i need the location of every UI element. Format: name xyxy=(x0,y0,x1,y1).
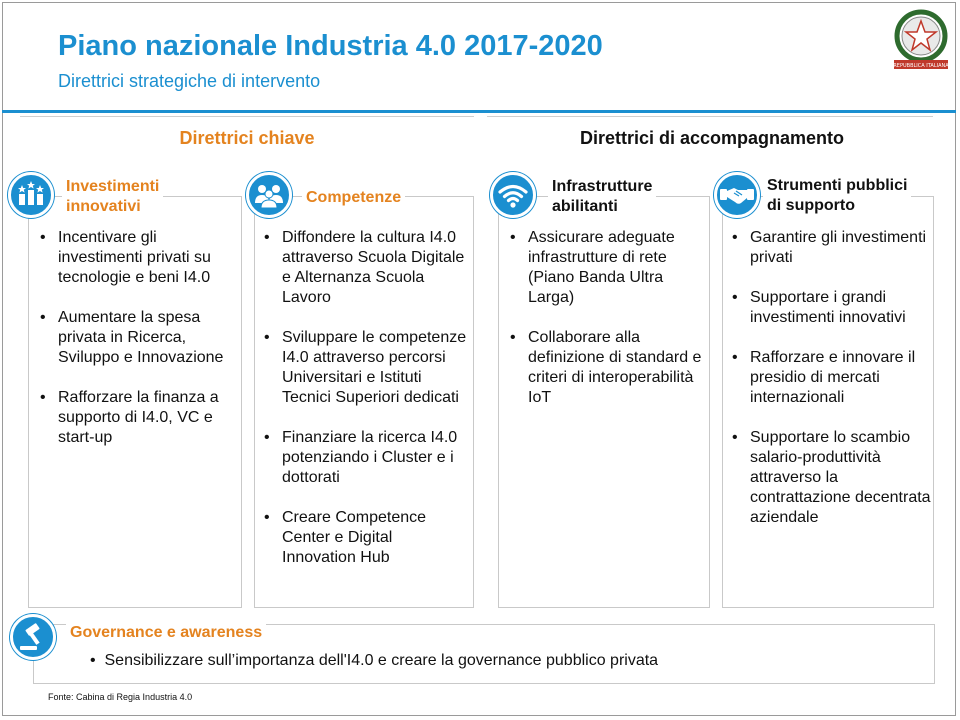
list-item: • Collaborare alla definizione di standard e criteri di interoperabilità IoT xyxy=(508,328,704,408)
card-infrastrutture-list xyxy=(508,228,704,428)
podium-stars-icon xyxy=(8,172,54,218)
gavel-icon xyxy=(10,614,56,660)
card-strumenti-list xyxy=(730,228,932,548)
page-title: Piano nazionale Industria 4.0 2017-2020 xyxy=(58,30,603,62)
header-divider xyxy=(2,110,956,113)
list-item: • Sviluppare le competenze I4.0 attraverso percorsi Universitari e Istituti Tecnici Superiori dedicati xyxy=(262,328,468,408)
list-item: • Finanziare la ricerca I4.0 potenziando i Cluster e i dottorati xyxy=(262,428,468,488)
section-heading-support: Direttrici di accompagnamento xyxy=(579,128,845,148)
key-section-divider xyxy=(20,116,474,117)
handshake-icon xyxy=(714,172,760,218)
card-competenze-title: Competenze xyxy=(302,188,405,208)
source-note: Fonte: Cabina di Regia Industria 4.0 xyxy=(48,692,193,702)
list-item: • Aumentare la spesa privata in Ricerca, Sviluppo e Innovazione xyxy=(38,308,234,368)
governance-bullet-text: Sensibilizzare sull’importanza dell'I4.0 e creare la governance pubblico privata xyxy=(104,652,659,669)
card-strumenti-title: Strumenti pubblici di supporto xyxy=(763,176,911,216)
card-investimenti-title: Investimenti innovativi xyxy=(62,177,163,217)
emblem-ribbon-text: REPUBBLICA ITALIANA xyxy=(893,63,949,69)
list-item: • Supportare lo scambio salario-produttività attraverso la contrattazione decentrata aziendale xyxy=(730,428,932,528)
list-item: • Assicurare adeguate infrastrutture di rete (Piano Banda Ultra Larga) xyxy=(508,228,704,308)
republic-emblem-icon xyxy=(888,6,954,74)
people-group-icon xyxy=(246,172,292,218)
support-section-divider xyxy=(487,116,933,117)
list-item: • Garantire gli investimenti privati xyxy=(730,228,932,268)
page-subtitle: Direttrici strategiche di intervento xyxy=(58,71,321,91)
wifi-icon xyxy=(490,172,536,218)
card-infrastrutture-title: Infrastrutture abilitanti xyxy=(548,177,656,217)
list-item: • Rafforzare la finanza a supporto di I4.0, VC e start-up xyxy=(38,388,234,448)
card-investimenti-list xyxy=(38,228,234,468)
list-item: • Incentivare gli investimenti privati su tecnologie e beni I4.0 xyxy=(38,228,234,288)
list-item: • Supportare i grandi investimenti innovativi xyxy=(730,288,932,328)
governance-title: Governance e awareness xyxy=(66,623,266,643)
card-competenze-list xyxy=(262,228,468,588)
section-heading-key: Direttrici chiave xyxy=(179,128,315,148)
list-item: • Creare Competence Center e Digital Innovation Hub xyxy=(262,508,468,568)
list-item: • Diffondere la cultura I4.0 attraverso Scuola Digitale e Alternanza Scuola Lavoro xyxy=(262,228,468,308)
list-item: • Rafforzare e innovare il presidio di mercati internazionali xyxy=(730,348,932,408)
governance-bullet: • Sensibilizzare sull’importanza dell'I4.0 e creare la governance pubblico privata xyxy=(90,652,659,669)
